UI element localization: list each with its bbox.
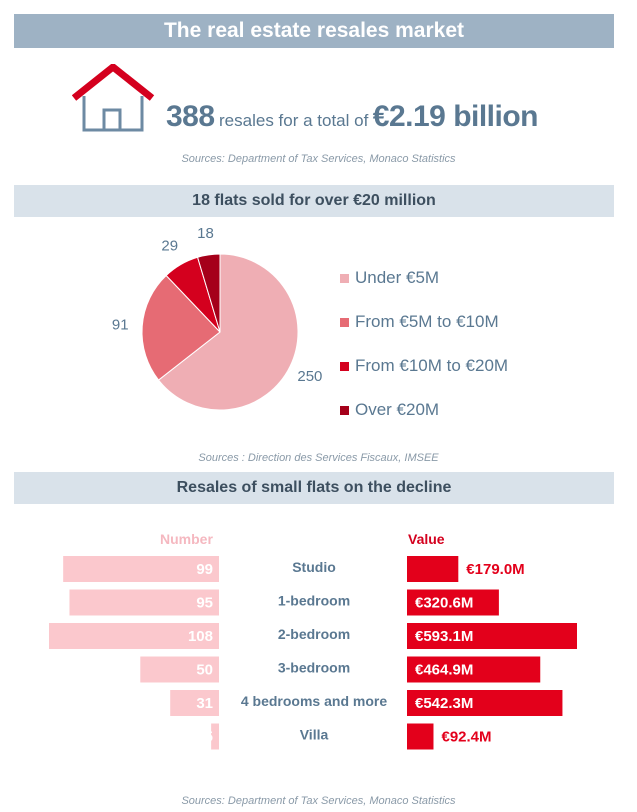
category-label-3: 3-bedroom bbox=[277, 659, 351, 676]
pie-legend bbox=[340, 256, 508, 432]
pie-chart-title: 18 flats sold for over €20 million bbox=[14, 185, 614, 217]
number-label-0: 99 bbox=[196, 561, 213, 578]
value-column-header: Value bbox=[408, 531, 445, 547]
value-label-4: €542.3M bbox=[415, 695, 474, 712]
source-pie: Sources : Direction des Services Fiscaux, IMSEE bbox=[198, 452, 439, 464]
legend-label-1: From €5M to €10M bbox=[355, 312, 499, 331]
value-bar-5 bbox=[407, 724, 433, 750]
house-icon bbox=[72, 64, 156, 134]
pie-slice-label-3: 18 bbox=[197, 225, 214, 243]
pie-slice-label-2: 29 bbox=[161, 237, 179, 255]
page-title: The real estate resales market bbox=[14, 14, 614, 48]
legend-swatch-2 bbox=[340, 362, 349, 371]
category-label-1: 1-bedroom bbox=[277, 592, 351, 609]
value-label-2: €593.1M bbox=[415, 628, 474, 645]
category-label-0: Studio bbox=[292, 559, 336, 575]
category-label-4: 4 bedrooms and more bbox=[240, 693, 388, 709]
number-label-5: 5 bbox=[204, 728, 213, 746]
number-column-header: Number bbox=[160, 531, 213, 547]
value-bar-0 bbox=[407, 556, 458, 582]
source-top: Sources: Department of Tax Services, Monaco Statistics bbox=[181, 153, 456, 165]
pie-chart bbox=[100, 222, 340, 422]
bar-chart-title: Resales of small flats on the decline bbox=[14, 472, 614, 504]
resales-total: €2.19 billion bbox=[372, 100, 539, 133]
category-label-5: Villa bbox=[299, 726, 329, 743]
legend-item-1 bbox=[340, 300, 508, 344]
legend-item-3 bbox=[340, 388, 508, 432]
legend-item-2 bbox=[340, 344, 508, 388]
value-label-3: €464.9M bbox=[415, 661, 474, 679]
bar-chart bbox=[0, 548, 637, 758]
legend-label-2: From €10M to €20M bbox=[355, 356, 509, 375]
pie-slice-label-1: 91 bbox=[111, 316, 129, 334]
value-label-1: €320.6M bbox=[415, 594, 474, 612]
legend-label-0: Under €5M bbox=[355, 268, 440, 287]
value-label-0: €179.0M bbox=[466, 561, 525, 578]
pie-slice-label-0: 250 bbox=[297, 367, 323, 385]
number-label-4: 31 bbox=[196, 695, 213, 712]
value-label-5: €92.4M bbox=[441, 728, 492, 746]
headline bbox=[166, 100, 538, 134]
source-bottom: Sources: Department of Tax Services, Monaco Statistics bbox=[181, 795, 456, 807]
number-label-2: 108 bbox=[187, 628, 213, 645]
legend-swatch-0 bbox=[340, 274, 349, 283]
legend-label-3: Over €20M bbox=[355, 400, 440, 419]
legend-swatch-1 bbox=[340, 318, 349, 327]
legend-swatch-3 bbox=[340, 406, 349, 415]
category-label-2: 2-bedroom bbox=[277, 626, 351, 642]
number-label-3: 50 bbox=[196, 661, 213, 679]
number-label-1: 95 bbox=[196, 594, 213, 612]
resales-count: 388 bbox=[166, 100, 215, 133]
legend-item-0 bbox=[340, 256, 508, 300]
headline-text: resales for a total of bbox=[219, 111, 369, 130]
